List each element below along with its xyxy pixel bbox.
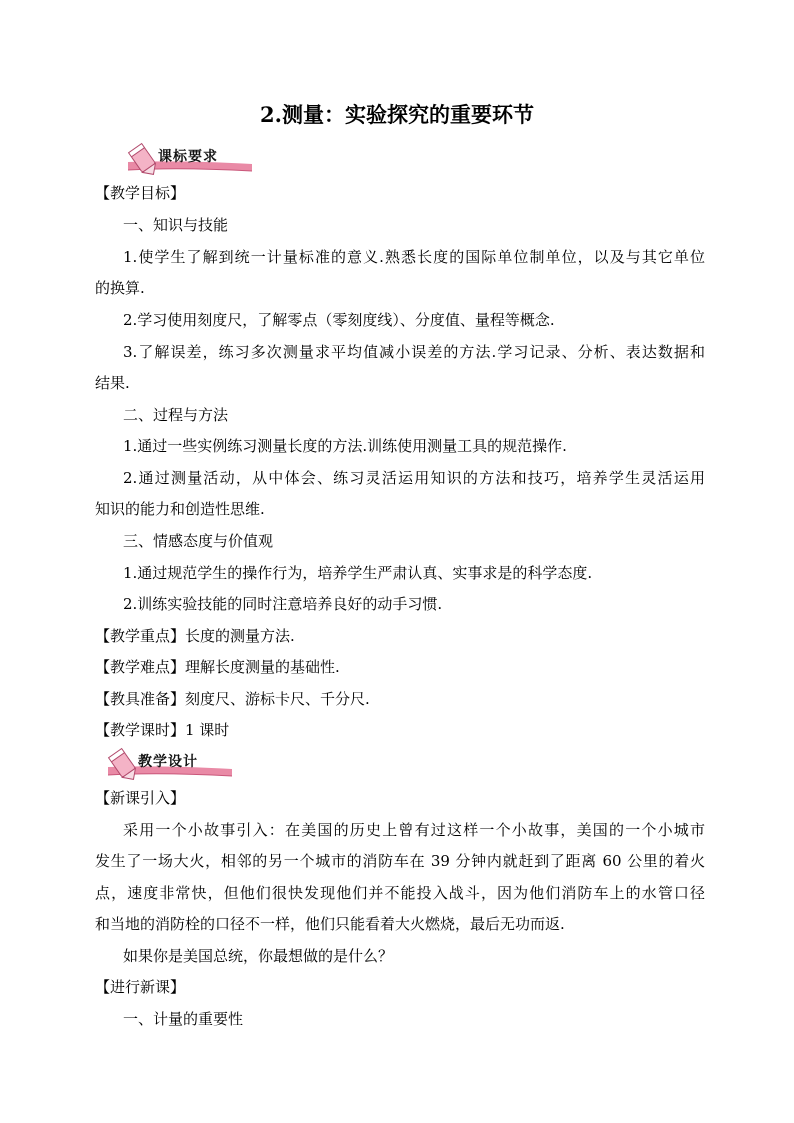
paragraph-line: 2.学习使用刻度尺，了解零点（零刻度线）、分度值、量程等概念. <box>123 311 555 329</box>
section-heading: 一、计量的重要性 <box>123 1010 244 1028</box>
paragraph-line: 结果. <box>95 374 130 392</box>
difficulties-line: 【教学难点】理解长度测量的基础性. <box>95 658 340 676</box>
question-line: 如果你是美国总统，你最想做的是什么？ <box>123 947 394 965</box>
paragraph-line: 2.训练实验技能的同时注意培养良好的动手习惯. <box>123 595 443 613</box>
attitude-values-heading: 三、情感态度与价值观 <box>123 532 274 550</box>
materials-line: 【教具准备】刻度尺、游标卡尺、千分尺. <box>95 690 370 708</box>
objectives-heading: 【教学目标】 <box>95 184 186 202</box>
paragraph-line: 1.通过规范学生的操作行为，培养学生严肃认真、实事求是的科学态度. <box>123 564 593 582</box>
design-badge-label: 教学设计 <box>138 754 198 770</box>
paragraph-line: 知识的能力和创造性思维. <box>95 500 265 518</box>
paragraph-line: 2.通过测量活动，从中体会、练习灵活运用知识的方法和技巧，培养学生灵活运用 <box>123 469 705 487</box>
class-hours-line: 【教学课时】1 课时 <box>95 721 230 739</box>
teaching-design-badge <box>100 745 240 781</box>
paragraph-line: 发生了一场大火，相邻的另一个城市的消防车在 39 分钟内就赶到了距离 60 公里的着火 <box>95 852 705 870</box>
knowledge-skills-heading: 一、知识与技能 <box>123 216 229 234</box>
process-methods-heading: 二、过程与方法 <box>123 406 229 424</box>
paragraph-line: 和当地的消防栓的口径不一样，他们只能看着大火燃烧，最后无功而返. <box>95 915 565 933</box>
paragraph-line: 点，速度非常快，但他们很快发现他们并不能投入战斗，因为他们消防车上的水管口径 <box>95 884 705 902</box>
paragraph-line: 1.使学生了解到统一计量标准的意义.熟悉长度的国际单位制单位，以及与其它单位 <box>123 248 705 266</box>
new-lesson-heading: 【进行新课】 <box>95 978 186 996</box>
paragraph-line: 3.了解误差，练习多次测量求平均值减小误差的方法.学习记录、分析、表达数据和 <box>123 343 705 361</box>
lesson-intro-heading: 【新课引入】 <box>95 789 186 807</box>
document-title: 2.测量：实验探究的重要环节 <box>260 102 534 127</box>
curriculum-badge-label: 课标要求 <box>158 149 218 165</box>
paragraph-line: 的换算. <box>95 279 145 297</box>
curriculum-requirements-badge <box>120 140 260 176</box>
key-points-line: 【教学重点】长度的测量方法. <box>95 627 295 645</box>
paragraph-line: 采用一个小故事引入：在美国的历史上曾有过这样一个小故事，美国的一个小城市 <box>123 821 705 839</box>
paragraph-line: 1.通过一些实例练习测量长度的方法.训练使用测量工具的规范操作. <box>123 437 567 455</box>
